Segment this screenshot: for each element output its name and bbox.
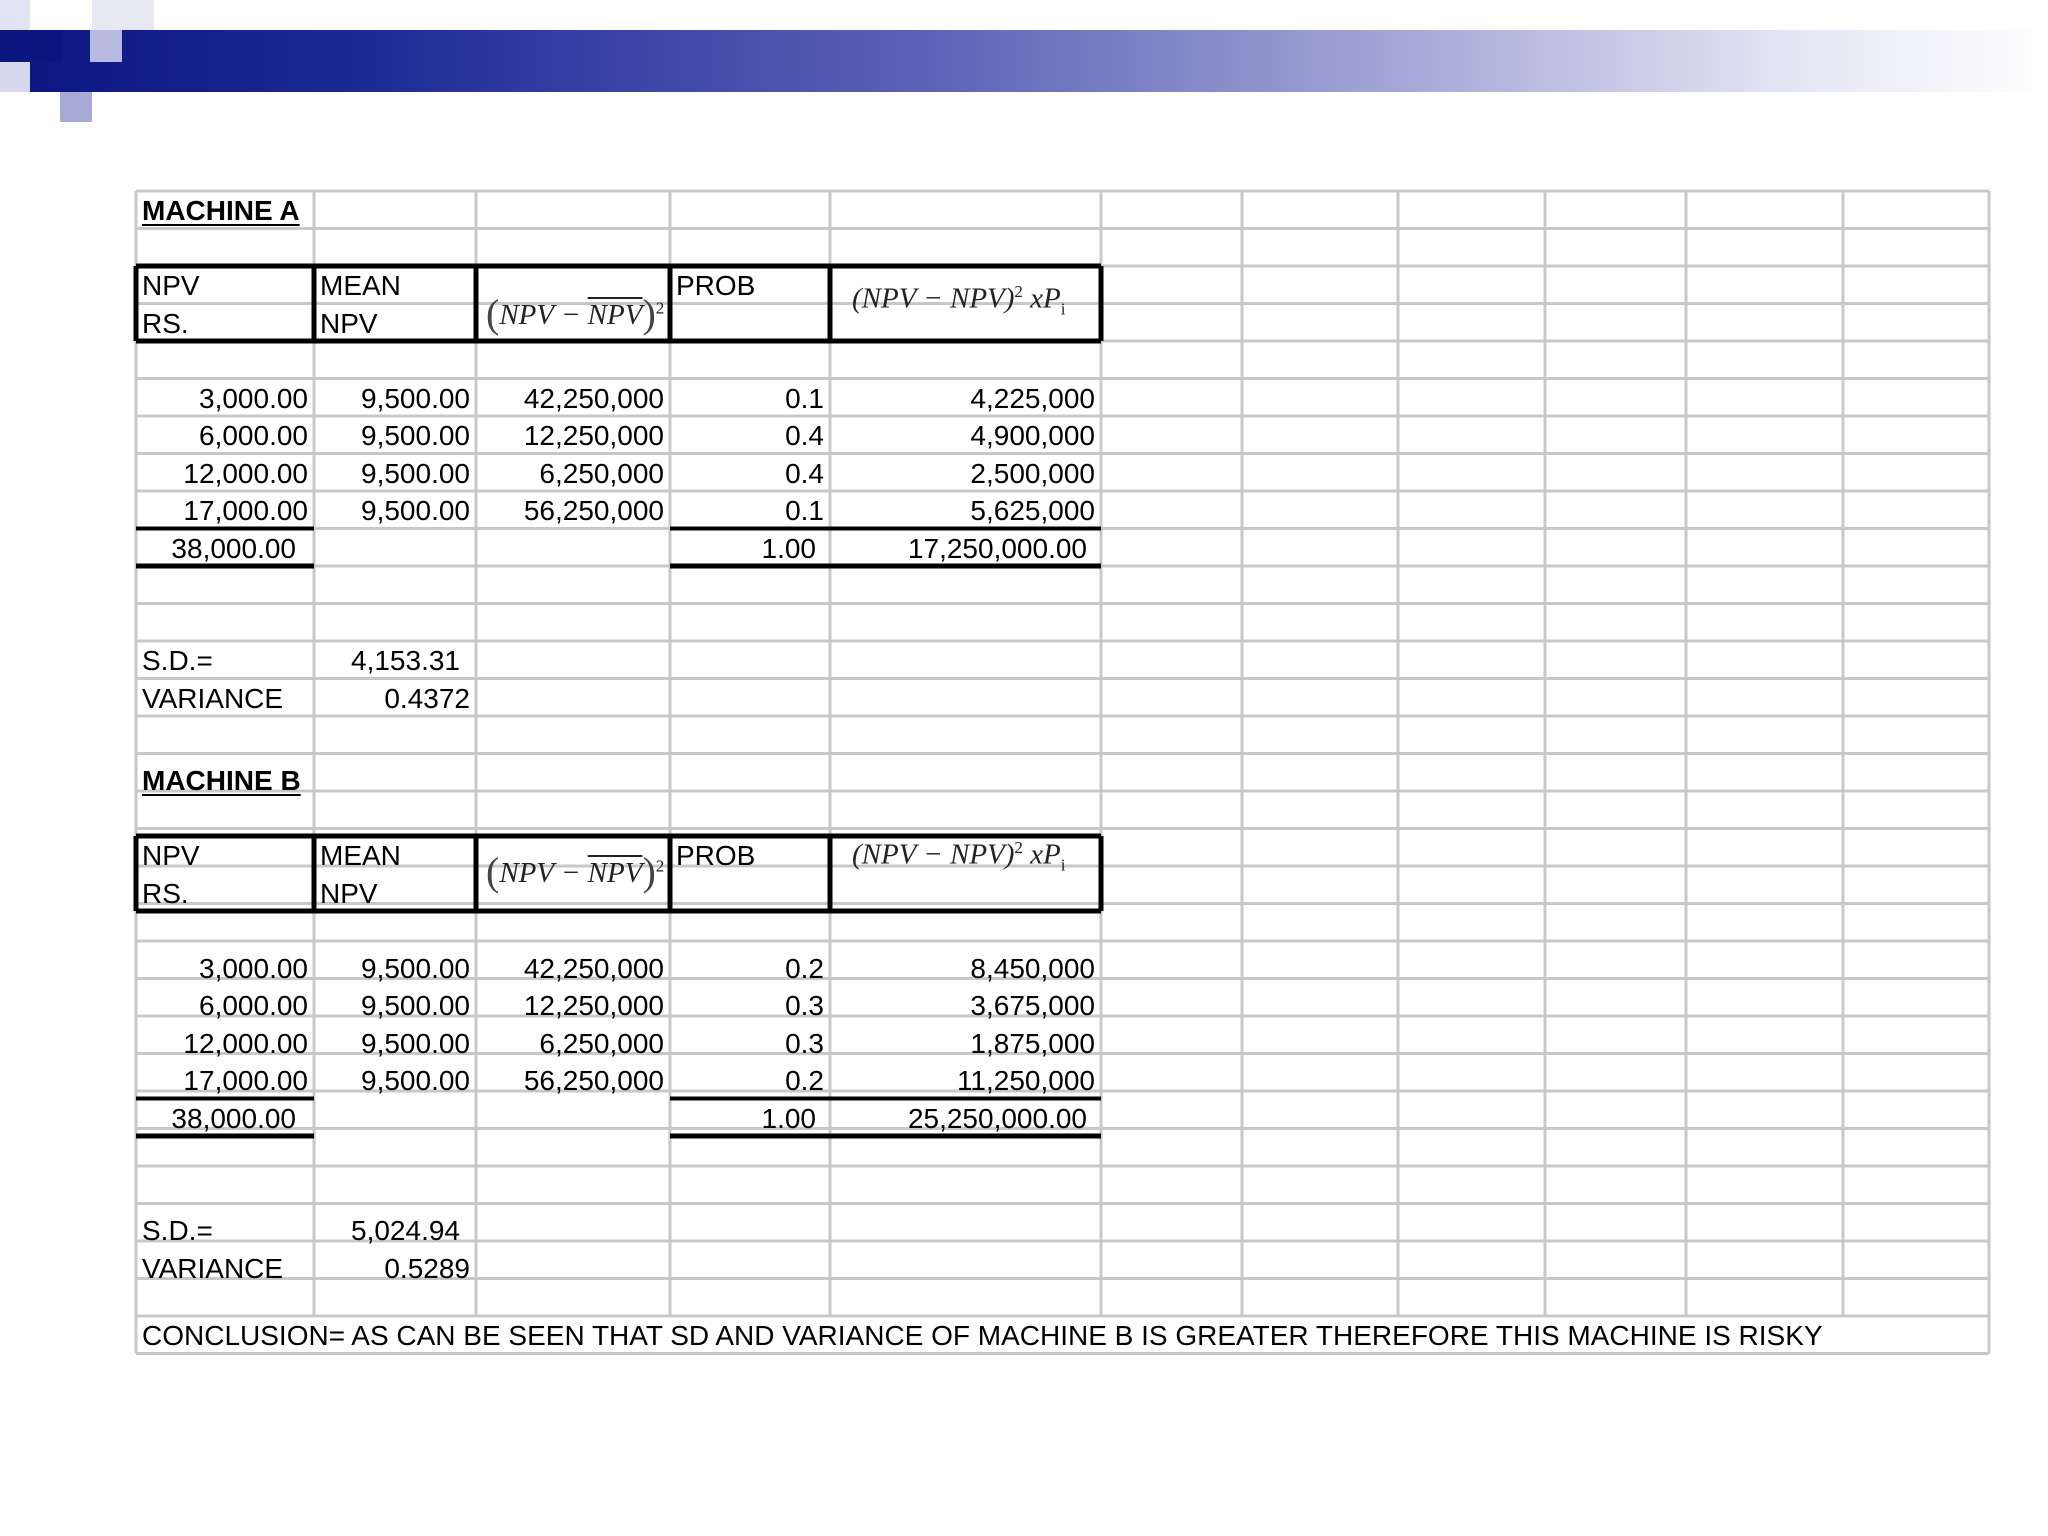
probability-value: 0.4 [785, 457, 824, 489]
formula-weighted-deviation: (NPV − NPV)$^2$ $xP_i$ [852, 838, 1066, 875]
formula-deviation-squared: $(NPV - \overline{NPV})^2$ [486, 291, 665, 336]
deviation-squared-value: 42,250,000 [523, 952, 664, 984]
npv-value: 3,000.00 [199, 952, 308, 984]
deviation-squared-value: 56,250,000 [523, 1065, 664, 1096]
mean-npv-value: 9,500.00 [361, 457, 470, 489]
deviation-squared-value: 12,250,000 [523, 990, 664, 1021]
mean-npv-value: 9,500.00 [361, 495, 470, 526]
formula-weighted-deviation: (NPV − NPV)$^2$ $xP_i$ [852, 282, 1066, 319]
sd-label: S.D.= [142, 645, 213, 676]
conclusion-text: CONCLUSION= AS CAN BE SEEN THAT SD AND VARIANCE OF MACHINE B IS GREATER THEREFORE THIS MACHINE IS RISKY [142, 1320, 1823, 1351]
header-mean: MEAN [320, 270, 401, 301]
weighted-value: 4,900,000 [970, 420, 1095, 451]
weighted-value: 4,225,000 [970, 382, 1095, 414]
mean-npv-value: 9,500.00 [361, 382, 470, 414]
deviation-squared-value: 56,250,000 [523, 495, 664, 526]
header-prob: PROB [676, 840, 756, 871]
variance-label: VARIANCE [142, 1252, 284, 1284]
total-weighted: 17,250,000.00 [907, 532, 1087, 564]
header-npv: NPV [142, 840, 200, 871]
npv-value: 6,000.00 [199, 990, 308, 1021]
npv-value: 17,000.00 [183, 1065, 308, 1096]
sd-value: 4,153.31 [351, 645, 460, 676]
section-title: MACHINE A [142, 195, 300, 226]
mean-npv-value: 9,500.00 [361, 1065, 470, 1096]
header-npv: NPV [142, 270, 200, 301]
header-mean-npv: NPV [320, 877, 378, 909]
total-prob: 1.00 [761, 1102, 816, 1134]
probability-value: 0.2 [785, 952, 824, 984]
variance-label: VARIANCE [142, 682, 284, 714]
variance-value: 0.5289 [384, 1252, 470, 1284]
weighted-value: 1,875,000 [970, 1027, 1095, 1059]
deviation-squared-value: 6,250,000 [539, 1027, 664, 1059]
probability-value: 0.3 [785, 1027, 824, 1059]
header-npv-unit: RS. [142, 307, 189, 339]
weighted-value: 8,450,000 [970, 952, 1095, 984]
probability-value: 0.1 [785, 495, 824, 526]
weighted-value: 3,675,000 [970, 990, 1095, 1021]
probability-value: 0.4 [785, 420, 824, 451]
weighted-value: 5,625,000 [970, 495, 1095, 526]
deviation-squared-value: 42,250,000 [523, 382, 664, 414]
mean-npv-value: 9,500.00 [361, 990, 470, 1021]
npv-value: 12,000.00 [183, 457, 308, 489]
npv-value: 3,000.00 [199, 382, 308, 414]
mean-npv-value: 9,500.00 [361, 1027, 470, 1059]
total-npv: 38,000.00 [171, 532, 296, 564]
variance-value: 0.4372 [384, 682, 470, 714]
weighted-value: 2,500,000 [970, 457, 1095, 489]
header-npv-unit: RS. [142, 877, 189, 909]
sd-label: S.D.= [142, 1215, 213, 1246]
weighted-value: 11,250,000 [956, 1065, 1095, 1096]
section-title: MACHINE B [142, 765, 301, 796]
npv-value: 12,000.00 [183, 1027, 308, 1059]
npv-value: 17,000.00 [183, 495, 308, 526]
total-npv: 38,000.00 [171, 1102, 296, 1134]
deviation-squared-value: 12,250,000 [523, 420, 664, 451]
mean-npv-value: 9,500.00 [361, 952, 470, 984]
header-mean-npv: NPV [320, 307, 378, 339]
formula-deviation-squared: $(NPV - \overline{NPV})^2$ [486, 849, 665, 894]
total-prob: 1.00 [761, 532, 816, 564]
sd-value: 5,024.94 [351, 1215, 460, 1246]
probability-value: 0.1 [785, 382, 824, 414]
probability-value: 0.3 [785, 990, 824, 1021]
total-weighted: 25,250,000.00 [907, 1102, 1087, 1134]
deviation-squared-value: 6,250,000 [539, 457, 664, 489]
header-mean: MEAN [320, 840, 401, 871]
probability-value: 0.2 [785, 1065, 824, 1096]
header-prob: PROB [676, 270, 756, 301]
mean-npv-value: 9,500.00 [361, 420, 470, 451]
npv-value: 6,000.00 [199, 420, 308, 451]
